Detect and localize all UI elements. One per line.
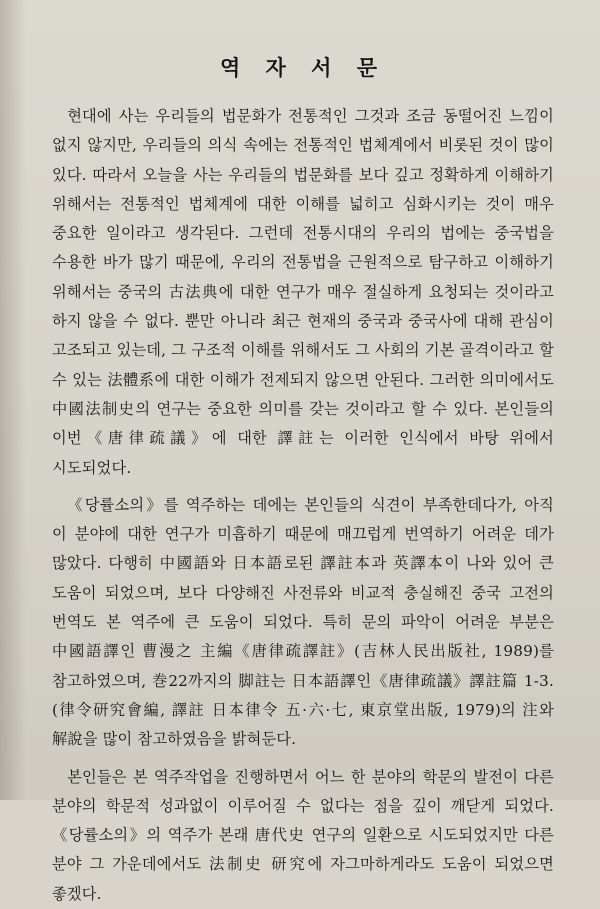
page-title: 역 자 서 문 — [219, 55, 387, 80]
page-gutter-shadow — [0, 0, 26, 800]
paragraph-2: 《당률소의》를 역주하는 데에는 본인들의 식견이 부족한데다가, 아직 이 분야에 대한 연구가 미흡하기 때문에 매끄럽게 번역하기 어려운 데가 많았다. 다행히 中國語와 日本語로된 譯註本과 英譯本이 나와 있어 큰 도움이 되었으며, 보다 다양해진 사전류와 비교적 충실해진 중국 고전의 번역도 본 역주에 큰 도움이 되었다. 특히 문의 파악이 어려운 부분은 中國語譯인 曹漫之 主編《唐律疏譯註》(吉林人民出版社, 1989)를 참고하였으며, 巻22까지의 脚註는 日本語譯인《唐律疏議》譯註篇 1-3.(律令研究會編, 譯註 日本律令 五·六·七, 東京堂出版, 1979)의 注와 解說을 많이 참고하였음을 밝혀둔다. — [52, 495, 554, 749]
paragraph-3: 본인들은 본 역주작업을 진행하면서 어느 한 분야의 학문의 발전이 다른 분야의 학문적 성과없이 이루어질 수 없다는 점을 깊이 깨닫게 되었다.《당률소의》의 역주가 본래 唐代史 연구의 일환으로 시도되었지만 다른 분야 그 가운데에서도 法制史 研究에 자그마하게라도 도움이 되었으면 좋겠다. — [52, 767, 554, 903]
paragraph-1: 현대에 사는 우리들의 법문화가 전통적인 그것과 조금 동떨어진 느낌이 없지 않지만, 우리들의 의식 속에는 전통적인 법체계에서 비롯된 것이 많이 있다. 따라서 오늘을 사는 우리들의 법문화를 보다 깊고 정확하게 이해하기 위해서는 전통적인 법체계에 대한 이해를 넓히고 심화시키는 것이 매우 중요한 일이라고 생각된다. 그런데 전통시대의 우리의 법에는 중국법을 수용한 바가 많기 때문에, 우리의 전통법을 근원적으로 탐구하고 이해하기 위해서는 중국의 古法典에 대한 연구가 매우 절실하게 요청되는 것이라고 하지 않을 수 없다. 뿐만 아니라 최근 현재의 중국과 중국사에 대해 관심이 고조되고 있는데, 그 구조적 이해를 위해서도 그 사회의 기본 골격이라고 할 수 있는 法體系에 대한 이해가 전제되지 않으면 안된다. 그러한 의미에서도 中國法制史의 연구는 중요한 의미를 갖는 것이라고 할 수 있다. 본인들의 이번《唐律疏議》에 대한 譯註는 이러한 인식에서 바탕 위에서 시도되었다. — [52, 107, 554, 477]
